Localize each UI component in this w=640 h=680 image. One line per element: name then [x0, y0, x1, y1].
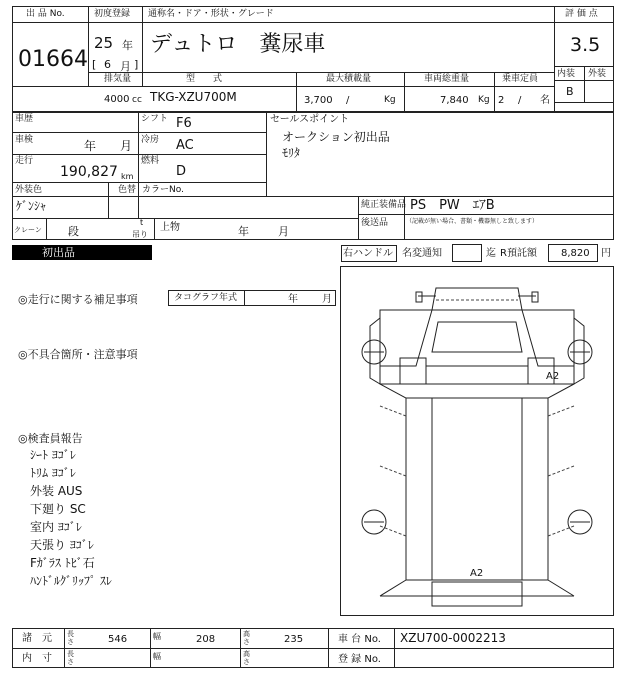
bracket-open: [: [92, 58, 97, 71]
inspection-year-unit: 年: [84, 139, 97, 153]
inspection-label: 車検: [15, 135, 34, 145]
recycle-unit: 円: [601, 248, 611, 259]
defects-label: ◎不具合箇所・注意事項: [18, 348, 138, 361]
divider: [358, 214, 614, 215]
height-label-inner: 高さ: [243, 650, 250, 666]
length-value: 546: [108, 634, 128, 645]
max-load: 3,700: [304, 95, 333, 106]
first-reg-month: 6: [104, 58, 111, 71]
rear-panel: [432, 582, 522, 606]
displacement-label: 排気量: [104, 74, 132, 84]
chassis-value: XZU700-0002213: [400, 631, 506, 645]
ac-label: 冷房: [141, 135, 160, 145]
first-reg-label: 初度登録: [94, 9, 131, 19]
capacity-unit: 名: [540, 95, 550, 106]
year-unit: 年: [122, 39, 133, 52]
capacity: 2: [498, 95, 505, 106]
ac-value: AC: [176, 138, 194, 153]
divider: [12, 182, 266, 183]
capacity-label: 乗車定員: [502, 74, 539, 84]
divider: [12, 218, 358, 219]
report-item: 室内 ﾖｺﾞﾚ: [30, 520, 82, 534]
recycle-amount: 8,820: [561, 248, 590, 259]
cab-roof: [432, 288, 522, 310]
displacement-unit: cc: [132, 95, 142, 105]
crane-ton: t: [140, 218, 144, 227]
aftermarket-label: 後送品: [361, 218, 389, 228]
tacho-label: タコグラフ年式: [174, 293, 238, 303]
color-change-label: 色替: [118, 185, 137, 195]
inspection-month-unit: 月: [120, 139, 133, 153]
divider: [240, 628, 241, 668]
model: TKG-XZU700M: [150, 90, 237, 104]
mileage-value: 190,827: [60, 164, 118, 180]
bracket-close: ]: [134, 58, 139, 71]
divider: [244, 290, 245, 306]
equipment-label: 純正装備品: [361, 200, 407, 210]
max-load-unit: Kg: [384, 95, 396, 105]
exterior-label: 外装: [588, 69, 607, 79]
cab-front-area: [380, 310, 574, 384]
divider: [88, 22, 554, 23]
tacho-month-unit: 月: [322, 294, 332, 305]
crane-stage: 段: [68, 225, 79, 238]
gross-weight: 7,840: [440, 95, 469, 106]
name-change-sep: 迄: [486, 248, 496, 259]
fuel-label: 燃料: [141, 156, 160, 166]
damage-mark-right: A2: [546, 371, 560, 382]
first-reg-year: 25: [94, 34, 114, 52]
interior-grade: B: [566, 85, 574, 98]
divider: [64, 628, 65, 668]
length-label-inner: 長さ: [67, 650, 74, 666]
name-change-box: [452, 244, 482, 262]
divider: [554, 80, 614, 81]
report-item: ｼｰﾄ ﾖｺﾞﾚ: [30, 448, 76, 462]
crane-hang: 吊り: [132, 230, 148, 239]
max-load-label: 最大積載量: [326, 74, 372, 84]
divider: [358, 196, 359, 240]
shift-label: シフト: [141, 114, 169, 124]
inspector-label: ◎検査員報告: [18, 432, 83, 445]
inner-label: 内 寸: [22, 653, 52, 664]
divider: [12, 86, 554, 87]
divider: [12, 22, 88, 23]
divider: [108, 182, 109, 218]
name-change-label: 名変通知: [402, 248, 442, 259]
mileage-unit: km: [121, 172, 134, 181]
divider: [266, 112, 267, 196]
sales-point-2: ﾓﾘﾀ: [282, 146, 301, 160]
color-value: ｹﾞﾝｼｬ: [16, 199, 47, 213]
report-item: ﾄﾘﾑ ﾖｺﾞﾚ: [30, 466, 76, 480]
score: 3.5: [570, 34, 601, 56]
doors: [400, 358, 554, 384]
sales-point-label: セールスポイント: [270, 114, 350, 125]
gross-weight-unit: Kg: [478, 95, 490, 105]
spec-label: 諸 元: [22, 633, 52, 644]
sales-point-1: オークション初出品: [282, 130, 390, 144]
tacho-year-unit: 年: [288, 294, 298, 305]
aftermarket-note: （記載が無い場合、書類・機器無しと致します）: [406, 218, 539, 225]
car-name: デュトロ 糞尿車: [150, 32, 326, 57]
mileage-label: 走行: [15, 156, 34, 166]
divider: [554, 102, 614, 103]
upper-month-unit: 月: [278, 225, 289, 238]
divider: [12, 196, 614, 197]
divider: [554, 22, 614, 23]
max-load-sep: /: [346, 95, 350, 106]
upper-year-unit: 年: [238, 225, 249, 238]
width-label-inner: 幅: [153, 652, 161, 661]
body-ends: [406, 398, 548, 580]
driving-label: ◎走行に関する補足事項: [18, 293, 138, 306]
upper-label: 上物: [160, 222, 180, 233]
divider: [404, 72, 405, 112]
divider: [88, 6, 89, 86]
report-item: 外装 AUS: [30, 484, 83, 498]
truck-diagram: [340, 266, 614, 616]
chassis-label: 車 台 No.: [338, 634, 381, 645]
lot-number: 01664: [18, 47, 88, 72]
divider: [394, 628, 395, 668]
history-label: 車歴: [15, 114, 34, 124]
divider: [296, 72, 297, 112]
divider: [46, 218, 47, 240]
report-item: 天張り ﾖｺﾞﾚ: [30, 538, 94, 552]
width-label: 幅: [153, 632, 161, 641]
left-mirror: [416, 292, 422, 302]
fuel-value: D: [176, 164, 187, 179]
length-label: 長さ: [67, 630, 74, 646]
divider: [584, 66, 585, 102]
divider: [12, 132, 266, 133]
damage-mark-rear: A2: [470, 568, 484, 579]
color-label: 外装色: [15, 185, 43, 195]
interior-label: 内装: [557, 69, 576, 79]
report-item: ﾊﾝﾄﾞﾙｸﾞﾘｯﾌﾟ ｽﾚ: [30, 574, 112, 588]
color-no-label: カラーNo.: [142, 185, 184, 195]
crane-label: クレーン: [14, 226, 42, 234]
body-edges: [380, 384, 574, 596]
right-mirror: [532, 292, 538, 302]
divider: [12, 648, 614, 649]
equipment-value: PS PW ｴｱB: [410, 198, 495, 213]
first-listing-badge: [12, 245, 152, 260]
height-value: 235: [284, 634, 304, 645]
height-label: 高さ: [243, 630, 250, 646]
recycle-label: R預託額: [500, 248, 537, 259]
divider: [154, 218, 155, 240]
divider: [142, 6, 143, 86]
first-listing-text: 初出品: [42, 246, 75, 259]
shift-value: F6: [176, 116, 192, 131]
divider: [150, 628, 151, 668]
divider: [138, 112, 139, 218]
panel-dashes: [380, 406, 574, 536]
right-handle: 右ハンドル: [343, 248, 393, 259]
lot-label: 出 品 No.: [26, 9, 65, 19]
windshield: [432, 322, 522, 352]
report-item: 下廻り SC: [30, 502, 86, 516]
month-unit: 月: [120, 60, 131, 73]
capacity-sep: /: [518, 95, 522, 106]
divider: [328, 628, 329, 668]
displacement: 4000: [104, 94, 130, 105]
report-item: Fｶﾞﾗｽ ﾄﾋﾞ石: [30, 556, 95, 570]
divider: [12, 154, 266, 155]
tank-lines: [432, 398, 522, 580]
title-label: 通称名・ドア・形状・グレード: [148, 9, 274, 19]
width-value: 208: [196, 634, 216, 645]
divider: [494, 72, 495, 112]
gross-weight-label: 車両総重量: [424, 74, 470, 84]
score-label: 評 価 点: [565, 9, 598, 19]
model-label: 型 式: [186, 74, 223, 84]
divider: [88, 72, 554, 73]
reg-label: 登 録 No.: [338, 654, 381, 665]
